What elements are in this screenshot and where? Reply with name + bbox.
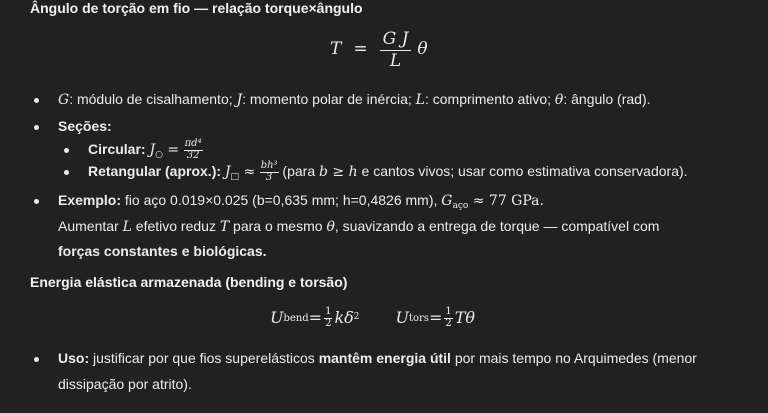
list-item-example — [30, 190, 750, 214]
u-tors-subscript: tors — [408, 312, 429, 324]
example-label: Exemplo: — [58, 192, 122, 208]
example-value: ≈ 77 GPa. — [468, 193, 544, 209]
rectangular-approx: ≈ — [239, 164, 260, 180]
example-g: G — [441, 193, 453, 209]
example-theta: θ — [326, 219, 335, 235]
symbol-l: L — [415, 92, 425, 108]
energy-equals-1: = — [308, 308, 323, 327]
rectangular-label: Retangular (aprox.): — [88, 163, 222, 179]
example-line2-d: , suavizando a entrega de torque — compatível com — [334, 218, 660, 234]
rectangular-subscript: □ — [230, 172, 240, 182]
g-description: : módulo de cisalhamento; — [69, 91, 237, 107]
u-bend-subscript: bend — [283, 312, 309, 324]
formula-denominator: L — [389, 50, 402, 71]
bend-term: kδ — [334, 308, 354, 327]
formula-theta: θ — [417, 39, 428, 60]
rectangular-note-post: e cantos vivos; usar como estimativa conservadora). — [357, 163, 688, 179]
torque-formula — [330, 30, 428, 70]
u-bend: U — [270, 308, 284, 327]
rectangular-fraction — [260, 161, 279, 183]
j-description: : momento polar de inércia; — [242, 91, 416, 107]
example-line2-b: efetivo reduz — [131, 218, 220, 234]
sections-label: Seções: — [58, 118, 112, 134]
example-t: T — [219, 219, 230, 235]
uso-text-a: justificar por que fios superelásticos — [89, 350, 319, 366]
formula-numerator: G J — [380, 30, 412, 51]
circular-equals: = — [162, 142, 184, 158]
formula-fraction — [380, 30, 412, 70]
example-text: fio aço 0.019×0.025 (b=0,635 mm; h=0,4826 mm), — [121, 192, 442, 208]
list-item-rectangular — [30, 161, 750, 185]
symbol-theta: θ — [554, 92, 564, 108]
list-item-definitions — [30, 89, 750, 111]
circular-j: J — [149, 142, 156, 158]
rectangular-condition: b ≥ h — [319, 164, 358, 180]
circular-numerator: πd⁴ — [184, 138, 202, 150]
uso-text-b: por mais tempo no Arquimedes (menor — [450, 350, 697, 366]
uso-bold: mantêm energia útil — [318, 350, 451, 366]
energy-formula — [270, 306, 475, 330]
section-heading-energy: Energia elástica armazenada (bending e torsão) — [30, 274, 348, 290]
rectangular-note-pre: (para — [278, 163, 320, 179]
uso-label: Uso: — [58, 350, 90, 366]
rectangular-numerator: bh³ — [260, 160, 278, 172]
example-line-3: forças constantes e biológicas. — [58, 243, 267, 259]
list-item-uso — [30, 348, 750, 369]
list-item-circular — [30, 139, 750, 163]
circular-denominator: 32 — [186, 149, 200, 161]
symbol-g: G — [58, 92, 70, 108]
u-tors: U — [395, 308, 409, 327]
list-item-sections — [30, 116, 750, 137]
symbol-j: J — [236, 92, 243, 108]
circular-fraction — [184, 139, 203, 161]
example-l: L — [122, 219, 132, 235]
example-line2-c: para o mesmo — [229, 218, 327, 234]
half-fraction-2: $\frac{1}{2}$ — [445, 306, 452, 329]
bend-exponent: 2 — [353, 312, 360, 323]
example-subscript: aço — [452, 201, 469, 211]
half-fraction-1: $\frac{1}{2}$ — [325, 306, 332, 329]
example-line2-a: Aumentar — [58, 218, 123, 234]
theta-description: : ângulo (rad). — [563, 91, 651, 107]
rectangular-j: J — [224, 164, 231, 180]
circular-label: Circular: — [88, 141, 146, 157]
example-line-2 — [58, 216, 659, 238]
tors-term: Tθ — [454, 308, 476, 327]
circular-subscript: ○ — [155, 150, 163, 160]
formula-equals: = — [353, 39, 368, 60]
formula-lhs: T — [330, 39, 342, 60]
l-description: : comprimento ativo; — [424, 91, 555, 107]
section-heading-torsion: Ângulo de torção em fio — relação torque×ângulo — [30, 0, 363, 16]
energy-equals-2: = — [428, 308, 443, 327]
uso-line-2: dissipação por atrito). — [58, 376, 192, 392]
rectangular-denominator: 3 — [265, 171, 273, 183]
